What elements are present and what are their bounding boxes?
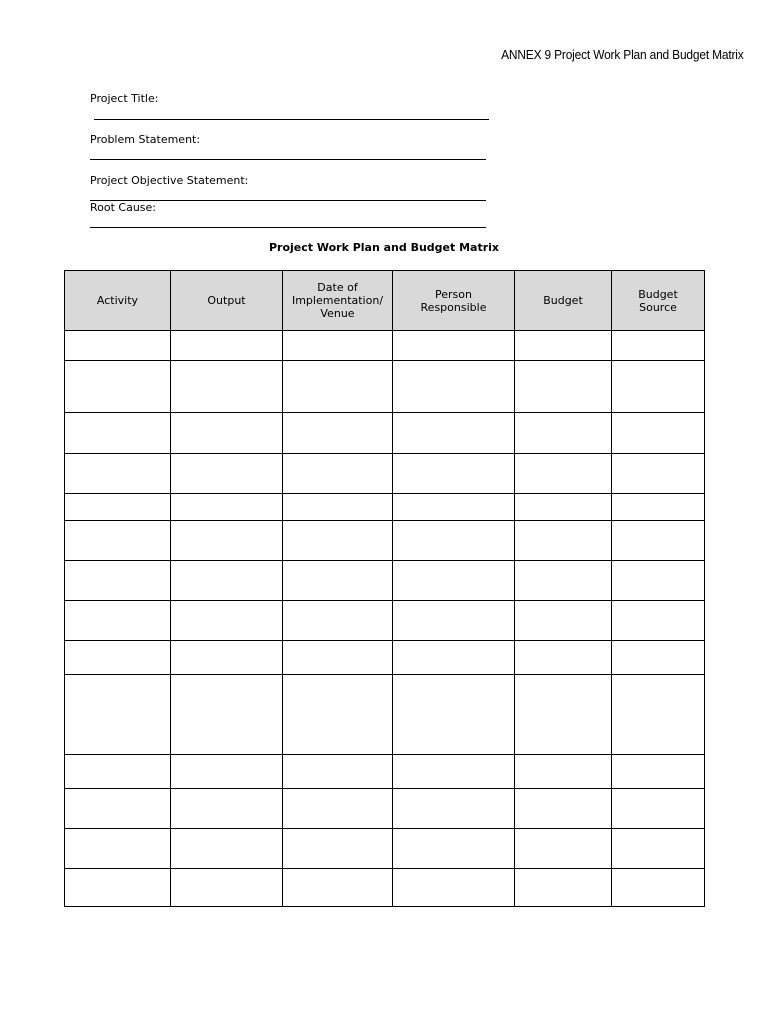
table-cell-budget-source[interactable] — [612, 361, 705, 413]
table-cell-activity[interactable] — [65, 361, 171, 413]
table-cell-date-venue[interactable] — [283, 494, 393, 521]
table-cell-person-responsible[interactable] — [393, 675, 515, 755]
table-cell-budget-source[interactable] — [612, 454, 705, 494]
table-cell-budget[interactable] — [515, 561, 612, 601]
table-cell-output[interactable] — [171, 454, 283, 494]
table-cell-person-responsible[interactable] — [393, 521, 515, 561]
table-cell-activity[interactable] — [65, 829, 171, 869]
table-cell-activity[interactable] — [65, 331, 171, 361]
table-row — [65, 755, 705, 789]
table-cell-date-venue[interactable] — [283, 755, 393, 789]
table-cell-person-responsible[interactable] — [393, 755, 515, 789]
table-cell-output[interactable] — [171, 755, 283, 789]
table-cell-output[interactable] — [171, 413, 283, 454]
table-cell-date-venue[interactable] — [283, 561, 393, 601]
table-cell-activity[interactable] — [65, 755, 171, 789]
table-cell-budget-source[interactable] — [612, 494, 705, 521]
table-cell-budget-source[interactable] — [612, 601, 705, 641]
table-cell-date-venue[interactable] — [283, 869, 393, 907]
table-cell-activity[interactable] — [65, 454, 171, 494]
column-header-budget: Budget — [515, 271, 612, 331]
table-cell-person-responsible[interactable] — [393, 601, 515, 641]
table-cell-budget[interactable] — [515, 601, 612, 641]
table-cell-budget[interactable] — [515, 675, 612, 755]
column-header-date-venue: Date of Implementation/ Venue — [283, 271, 393, 331]
table-row — [65, 494, 705, 521]
table-cell-budget[interactable] — [515, 641, 612, 675]
table-cell-activity[interactable] — [65, 869, 171, 907]
table-cell-budget-source[interactable] — [612, 755, 705, 789]
table-cell-activity[interactable] — [65, 641, 171, 675]
table-cell-output[interactable] — [171, 521, 283, 561]
table-cell-person-responsible[interactable] — [393, 494, 515, 521]
table-cell-budget[interactable] — [515, 454, 612, 494]
column-header-activity: Activity — [65, 271, 171, 331]
table-body — [65, 331, 705, 907]
table-row — [65, 413, 705, 454]
table-cell-activity[interactable] — [65, 561, 171, 601]
table-cell-person-responsible[interactable] — [393, 829, 515, 869]
table-row — [65, 361, 705, 413]
table-cell-activity[interactable] — [65, 494, 171, 521]
table-cell-activity[interactable] — [65, 675, 171, 755]
table-cell-budget[interactable] — [515, 361, 612, 413]
table-row — [65, 829, 705, 869]
problem-statement-label: Problem Statement: — [90, 133, 201, 146]
table-cell-output[interactable] — [171, 561, 283, 601]
table-cell-budget[interactable] — [515, 869, 612, 907]
table-cell-date-venue[interactable] — [283, 789, 393, 829]
table-cell-budget-source[interactable] — [612, 789, 705, 829]
table-cell-output[interactable] — [171, 361, 283, 413]
table-cell-budget-source[interactable] — [612, 413, 705, 454]
table-cell-person-responsible[interactable] — [393, 413, 515, 454]
table-row — [65, 561, 705, 601]
work-plan-budget-table — [64, 270, 705, 907]
table-cell-budget[interactable] — [515, 331, 612, 361]
table-cell-date-venue[interactable] — [283, 454, 393, 494]
table-row — [65, 521, 705, 561]
table-cell-output[interactable] — [171, 869, 283, 907]
problem-statement-line[interactable] — [90, 159, 486, 160]
table-cell-output[interactable] — [171, 829, 283, 869]
table-cell-budget-source[interactable] — [612, 561, 705, 601]
table-cell-activity[interactable] — [65, 521, 171, 561]
table-cell-date-venue[interactable] — [283, 521, 393, 561]
root-cause-label: Root Cause: — [90, 201, 157, 214]
table-cell-date-venue[interactable] — [283, 361, 393, 413]
table-row — [65, 789, 705, 829]
table-cell-budget-source[interactable] — [612, 521, 705, 561]
table-row — [65, 675, 705, 755]
column-header-output: Output — [171, 271, 283, 331]
table-cell-date-venue[interactable] — [283, 675, 393, 755]
table-cell-output[interactable] — [171, 789, 283, 829]
table-cell-date-venue[interactable] — [283, 331, 393, 361]
table-cell-activity[interactable] — [65, 601, 171, 641]
table-cell-date-venue[interactable] — [283, 601, 393, 641]
table-cell-date-venue[interactable] — [283, 413, 393, 454]
annex-title: ANNEX 9 Project Work Plan and Budget Matrix — [501, 47, 744, 62]
table-cell-budget-source[interactable] — [612, 869, 705, 907]
table-cell-person-responsible[interactable] — [393, 641, 515, 675]
table-row — [65, 641, 705, 675]
table-cell-output[interactable] — [171, 601, 283, 641]
matrix-title: Project Work Plan and Budget Matrix — [268, 241, 500, 254]
table-cell-budget-source[interactable] — [612, 331, 705, 361]
table-cell-date-venue[interactable] — [283, 641, 393, 675]
table-row — [65, 454, 705, 494]
column-header-person-responsible: Person Responsible — [393, 271, 515, 331]
table-cell-person-responsible[interactable] — [393, 869, 515, 907]
table-cell-activity[interactable] — [65, 413, 171, 454]
table-cell-output[interactable] — [171, 641, 283, 675]
table-cell-budget[interactable] — [515, 494, 612, 521]
table-cell-output[interactable] — [171, 331, 283, 361]
project-title-label: Project Title: — [90, 92, 159, 105]
table-row — [65, 331, 705, 361]
table-cell-budget-source[interactable] — [612, 829, 705, 869]
table-cell-budget[interactable] — [515, 789, 612, 829]
table-cell-budget[interactable] — [515, 521, 612, 561]
table-row — [65, 601, 705, 641]
table-cell-activity[interactable] — [65, 789, 171, 829]
table-cell-person-responsible[interactable] — [393, 361, 515, 413]
table-cell-output[interactable] — [171, 494, 283, 521]
table-row — [65, 869, 705, 907]
table-cell-budget[interactable] — [515, 413, 612, 454]
table-cell-budget-source[interactable] — [612, 675, 705, 755]
table-cell-person-responsible[interactable] — [393, 454, 515, 494]
table-cell-budget[interactable] — [515, 829, 612, 869]
table-cell-budget-source[interactable] — [612, 641, 705, 675]
column-header-budget-source: Budget Source — [612, 271, 705, 331]
root-cause-line[interactable] — [90, 227, 486, 228]
project-title-line[interactable] — [94, 119, 489, 120]
table-cell-date-venue[interactable] — [283, 829, 393, 869]
table-cell-person-responsible[interactable] — [393, 789, 515, 829]
table-cell-budget[interactable] — [515, 755, 612, 789]
table-cell-person-responsible[interactable] — [393, 561, 515, 601]
table-cell-person-responsible[interactable] — [393, 331, 515, 361]
table-cell-output[interactable] — [171, 675, 283, 755]
table-header-row — [65, 271, 705, 331]
objective-statement-label: Project Objective Statement: — [90, 174, 249, 187]
